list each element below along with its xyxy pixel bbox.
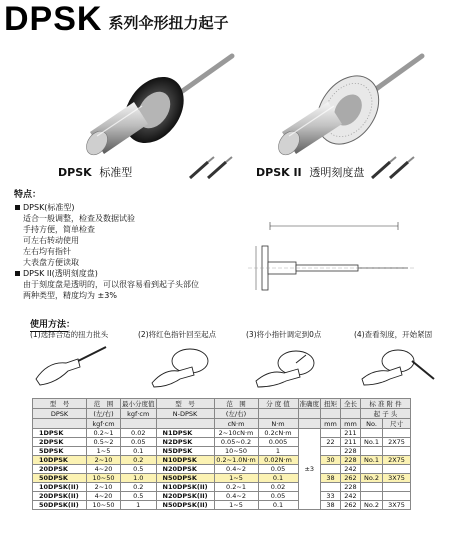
- table-cell: 1~5: [87, 447, 121, 456]
- table-cell: 2~10: [87, 483, 121, 492]
- table-row: [33, 483, 411, 492]
- hand-pointer-icon: [246, 339, 336, 389]
- table-cell: 50DPSK: [33, 474, 87, 483]
- bit-no-cell: No.2: [361, 501, 383, 510]
- table-cell: 0.05~0.2: [214, 438, 258, 447]
- dpsk-clear-label: DPSK II 透明刻度盘: [256, 166, 365, 179]
- bit-no-cell: [361, 492, 383, 501]
- table-cell: 211: [341, 438, 361, 447]
- table-cell: 1: [258, 447, 298, 456]
- bit-size-cell: [383, 429, 411, 438]
- table-cell: 30: [321, 456, 341, 465]
- table-cell: N10DPSK(II): [156, 483, 214, 492]
- table-cell: 0.02N·m: [258, 456, 298, 465]
- table-cell: 211: [341, 429, 361, 438]
- table-cell: N5DPSK: [156, 447, 214, 456]
- table-cell: 4~20: [87, 492, 121, 501]
- accuracy-cell: ±3: [298, 429, 321, 510]
- page-subtitle: 系列伞形扭力起子: [108, 14, 229, 32]
- bit-size-cell: 2X75: [383, 456, 411, 465]
- table-cell: 228: [341, 483, 361, 492]
- table-cell: 0.2cN·m: [258, 429, 298, 438]
- brand-title: DPSK: [4, 0, 103, 38]
- table-cell: 262: [341, 474, 361, 483]
- table-row: [33, 429, 411, 438]
- feature-item: 可左右转动使用: [23, 236, 79, 245]
- bit-size-cell: [383, 447, 411, 456]
- table-cell: N20DPSK(II): [156, 492, 214, 501]
- table-cell: [321, 465, 341, 474]
- table-cell: 10~50: [87, 501, 121, 510]
- table-row: [33, 456, 411, 465]
- table-cell: 0.05: [121, 438, 157, 447]
- table-cell: 0.2~1.0N·m: [214, 456, 258, 465]
- bit-no-cell: [361, 447, 383, 456]
- bit-no-cell: No.1: [361, 438, 383, 447]
- table-cell: 22: [321, 438, 341, 447]
- bit-no-cell: [361, 429, 383, 438]
- table-cell: N2DPSK: [156, 438, 214, 447]
- features-section: [14, 190, 229, 301]
- hand-dial-icon: [138, 339, 228, 389]
- table-cell: 0.05: [258, 492, 298, 501]
- hand-bit-icon: [30, 339, 120, 389]
- th-dia: 扭矩: [321, 399, 341, 409]
- table-row: [33, 447, 411, 456]
- table-cell: 0.4~2: [214, 492, 258, 501]
- features-list: [14, 202, 229, 301]
- page-header: [4, 2, 228, 36]
- clear-bits-icon: [368, 152, 418, 182]
- table-cell: 4~20: [87, 465, 121, 474]
- feature-item: 由于刻度盘是透明的，可以很容易看到起子头部位: [23, 280, 199, 289]
- table-cell: 0.5: [121, 492, 157, 501]
- feature-item: DPSK(标准型): [14, 202, 229, 213]
- th-nmodel: 型 号: [156, 399, 214, 409]
- th-accuracy: 准确度: [299, 400, 319, 408]
- table-cell: 0.02: [121, 429, 157, 438]
- table-cell: [321, 483, 341, 492]
- feature-item: 手持方便，简单检查: [23, 225, 95, 234]
- table-cell: 10~50: [87, 474, 121, 483]
- table-cell: 20DPSK(II): [33, 492, 87, 501]
- bit-no-cell: [361, 483, 383, 492]
- bit-size-cell: 3X75: [383, 474, 411, 483]
- table-cell: 1: [121, 501, 157, 510]
- dpsk-clear-photo: [270, 50, 430, 165]
- table-cell: N20DPSK: [156, 465, 214, 474]
- table-cell: 228: [341, 456, 361, 465]
- feature-item: DPSK II(透明刻度盘): [14, 268, 229, 279]
- table-cell: 50DPSK(II): [33, 501, 87, 510]
- table-cell: 33: [321, 492, 341, 501]
- table-cell: 262: [341, 501, 361, 510]
- table-cell: 0.1: [258, 501, 298, 510]
- bit-no-cell: No.2: [361, 474, 383, 483]
- table-cell: 0.2~1: [214, 483, 258, 492]
- table-cell: 5DPSK: [33, 447, 87, 456]
- table-cell: N50DPSK: [156, 474, 214, 483]
- table-cell: N1DPSK: [156, 429, 214, 438]
- th-model: 型 号: [33, 399, 87, 409]
- standard-bits-icon: [186, 152, 236, 182]
- table-cell: 2~10: [87, 456, 121, 465]
- usage-heading: 使用方法：: [30, 317, 75, 332]
- feature-item: 大表盘方便读取: [23, 258, 79, 267]
- th-nrange: 范 围: [214, 399, 258, 409]
- bit-size-cell: [383, 483, 411, 492]
- table-cell: 0.5: [121, 465, 157, 474]
- usage-step-4: (4)查看刻度，开始紧固: [354, 330, 459, 392]
- bit-size-cell: [383, 465, 411, 474]
- table-row: [33, 474, 411, 483]
- usage-step-3: (3)将小指针调定到0点: [246, 330, 351, 392]
- table-cell: 20DPSK: [33, 465, 87, 474]
- table-cell: 38: [321, 501, 341, 510]
- bit-no-cell: No.1: [361, 456, 383, 465]
- table-cell: 1~5: [214, 501, 258, 510]
- table-cell: [321, 429, 341, 438]
- dpsk-standard-photo: [82, 50, 242, 165]
- features-heading: 特点：: [14, 190, 42, 200]
- usage-step-2: (2)将红色指针回至起点: [138, 330, 243, 392]
- table-cell: 0.4~2: [214, 465, 258, 474]
- hand-tighten-icon: [354, 339, 444, 389]
- table-cell: 10DPSK(II): [33, 483, 87, 492]
- table-cell: 0.05: [258, 465, 298, 474]
- table-row: [33, 465, 411, 474]
- table-cell: 1DPSK: [33, 429, 87, 438]
- table-cell: 242: [341, 492, 361, 501]
- table-cell: 0.1: [121, 447, 157, 456]
- th-ngrad: 分 度 值: [258, 399, 298, 409]
- dpsk-standard-label: DPSK 标准型: [58, 166, 133, 179]
- spec-table-body: [33, 429, 411, 510]
- usage-steps: [30, 330, 470, 392]
- table-cell: [321, 447, 341, 456]
- table-cell: 0.5~2: [87, 438, 121, 447]
- th-accessory: 标 准 附 件: [361, 399, 411, 409]
- dimension-drawing: [248, 212, 416, 298]
- feature-item: 适合一般调整，检查及数据试验: [23, 214, 135, 223]
- bit-size-cell: 2X75: [383, 438, 411, 447]
- table-cell: 0.1: [258, 474, 298, 483]
- table-cell: 0.2: [121, 456, 157, 465]
- table-cell: 242: [341, 465, 361, 474]
- table-row: [33, 492, 411, 501]
- th-len: 全长: [341, 399, 361, 409]
- th-grad: 最小分度值: [122, 400, 155, 408]
- table-cell: N50DPSK(II): [156, 501, 214, 510]
- bit-size-cell: [383, 492, 411, 501]
- table-cell: 0.02: [258, 483, 298, 492]
- usage-step-1: (1)选择合适的扭力批头: [30, 330, 135, 392]
- table-cell: N10DPSK: [156, 456, 214, 465]
- spec-table: 型 号 范 围 最小分度值 型 号 范 围 分 度 值 准确度 扭矩 全长 标 准 附 件 DPSK (左/右) kgf·cm N-DPSK (左/右) 起 子 头 kgf·cm cN·m N·m mm mm No. 尺寸 1DPSK 0.2~1 0.02 N1DPSK 2~10cN·m 0.2cN·m ±3 211 2DPSK 0.5~2 0.05 N2DPSK 0.05~0.2 0.005 22 211 No.1 2X75 5DPSK 1~5 0.1 N5DPSK 10~50 1 228 10DPSK 2~10 0.2 N10DPSK 0.2~1.0N·m 0.02N·m 30 228 No.1 2X75 20DPSK 4~20 0.5 N20DPSK 0.4~2 0.05 242 50DPSK 10~50 1.0 N50DPSK 1~5 0.1 38 262 No.2 3X75 10DPSK(II) 2~10 0.2 N10DPSK(II) 0.2~1 0.02 228 20DPSK(II) 4~20 0.5 N20DPSK(II) 0.4~2 0.05 33 242 50DPSK(II) 10~50 1 N50DPSK(II) 1~5 0.1 38 262 No.2 3X75: [32, 398, 411, 510]
- table-cell: 2DPSK: [33, 438, 87, 447]
- table-cell: 0.005: [258, 438, 298, 447]
- bit-no-cell: [361, 465, 383, 474]
- table-cell: 10DPSK: [33, 456, 87, 465]
- th-range: 范 围: [87, 399, 121, 409]
- feature-item: 两种类型，精度均为 ±3%: [23, 291, 117, 300]
- table-cell: 1.0: [121, 474, 157, 483]
- table-row: [33, 501, 411, 510]
- bit-size-cell: 3X75: [383, 501, 411, 510]
- table-cell: 228: [341, 447, 361, 456]
- table-cell: 2~10cN·m: [214, 429, 258, 438]
- table-cell: 1~5: [214, 474, 258, 483]
- table-row: [33, 438, 411, 447]
- table-cell: 10~50: [214, 447, 258, 456]
- table-cell: 0.2: [121, 483, 157, 492]
- table-cell: 38: [321, 474, 341, 483]
- table-cell: 0.2~1: [87, 429, 121, 438]
- feature-item: 左右均有指针: [23, 247, 71, 256]
